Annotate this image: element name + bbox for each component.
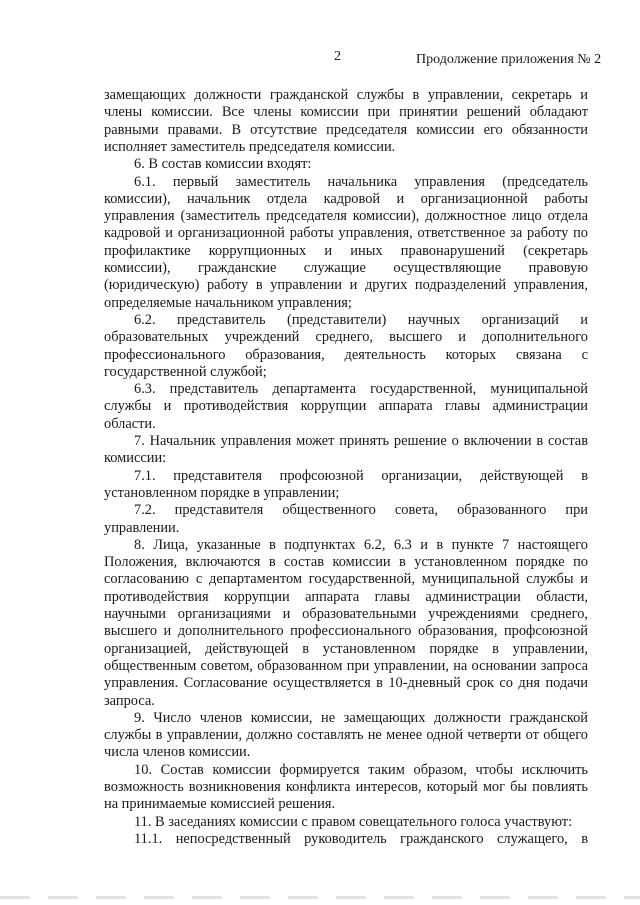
text-line: управления (заместитель председателя комиссии), должностное лицо отдела	[104, 208, 588, 225]
text-line: числа членов комиссии.	[104, 744, 251, 761]
text-line: государственной службой;	[104, 363, 267, 380]
text-line: противодействия коррупции аппарата главы администрации области,	[104, 588, 588, 605]
text-line: исполняет заместитель председателя комиссии.	[104, 138, 396, 155]
text-line: 6.3. представитель департамента государственной, муниципальной	[134, 381, 588, 398]
text-line: общественным советом, образованном при управлении, на основании запроса	[104, 657, 588, 674]
text-line: 7.2. представителя общественного совета, образованного при	[134, 502, 588, 519]
text-line: установленном порядке в управлении;	[104, 484, 340, 501]
text-line: профессионального образования, деятельность которых связана с	[104, 346, 588, 363]
text-line: управлении.	[104, 519, 180, 536]
text-line: 8. Лица, указанные в подпунктах 6.2, 6.3 и в пункте 7 настоящего	[134, 536, 588, 553]
text-line: образовательных учреждений среднего, высшего и дополнительного	[104, 329, 588, 346]
text-line: 7.1. представителя профсоюзной организации, действующей в	[134, 467, 588, 484]
text-line: управления. Согласование осуществляется в 10-дневный срок со дня подачи	[104, 675, 588, 692]
text-line: службы и противодействия коррупции аппарата главы администрации	[104, 398, 588, 415]
text-line: запроса.	[104, 692, 155, 709]
text-line: комиссии), гражданские служащие осуществляющие правовую	[104, 260, 588, 276]
text-line: службы в управлении, должно составлять не менее одной четверти от общего	[104, 727, 588, 744]
text-line: 10. Состав комиссии формируется таким образом, чтобы исключить	[134, 761, 588, 778]
text-line: 7. Начальник управления может принять решение о включении в состав	[134, 433, 588, 449]
page-number: 2	[334, 49, 341, 64]
text-line: члены комиссии. Все члены комиссии при принятии решений обладают	[104, 104, 588, 121]
text-line: комиссии), начальник отдела кадровой и организационной работы	[104, 190, 588, 207]
text-line: определяемые начальником управления;	[104, 294, 352, 311]
appendix-label: Продолжение приложения № 2	[416, 52, 602, 67]
text-line: профилактике коррупционных и иных правонарушений (секретарь	[104, 242, 588, 259]
text-line: организацией, действующей в установленном порядке в управлении,	[104, 640, 588, 657]
text-line: высшего и дополнительного профессионального образования, профсоюзной	[104, 623, 588, 640]
text-line: замещающих должности гражданской службы в управлении, секретарь и	[104, 87, 588, 103]
text-line: возможность возникновения конфликта интересов, который мог бы повлиять	[104, 779, 588, 795]
text-line: на принимаемые комиссией решения.	[104, 796, 336, 813]
text-line: 6.1. первый заместитель начальника управления (председатель	[134, 173, 588, 190]
text-line: 9. Число членов комиссии, не замещающих должности гражданской	[134, 709, 588, 726]
scan-artifact	[0, 896, 640, 899]
text-line: кадровой и организационной работы управления, ответственное за работу по	[104, 225, 588, 242]
text-line: (юридическую) работу в управлении и других подразделений управления,	[104, 277, 588, 294]
text-line: 11. В заседаниях комиссии с правом совещательного голоса участвуют:	[134, 813, 573, 830]
text-line: комиссии:	[104, 450, 167, 467]
text-line: 6. В состав комиссии входят:	[134, 156, 312, 173]
text-line: согласованию с департаментом государственной, муниципальной службы и	[104, 571, 588, 588]
text-line: Положения, включаются в состав комиссии в установленном порядке по	[104, 554, 588, 571]
text-line: 11.1. непосредственный руководитель гражданского служащего, в	[134, 830, 588, 847]
text-line: научными организациями и образовательными учреждениями среднего,	[104, 606, 588, 622]
text-line: области.	[104, 415, 156, 432]
text-line: равными правами. В отсутствие председателя комиссии его обязанности	[104, 121, 588, 138]
text-line: 6.2. представитель (представители) научных организаций и	[134, 311, 588, 328]
